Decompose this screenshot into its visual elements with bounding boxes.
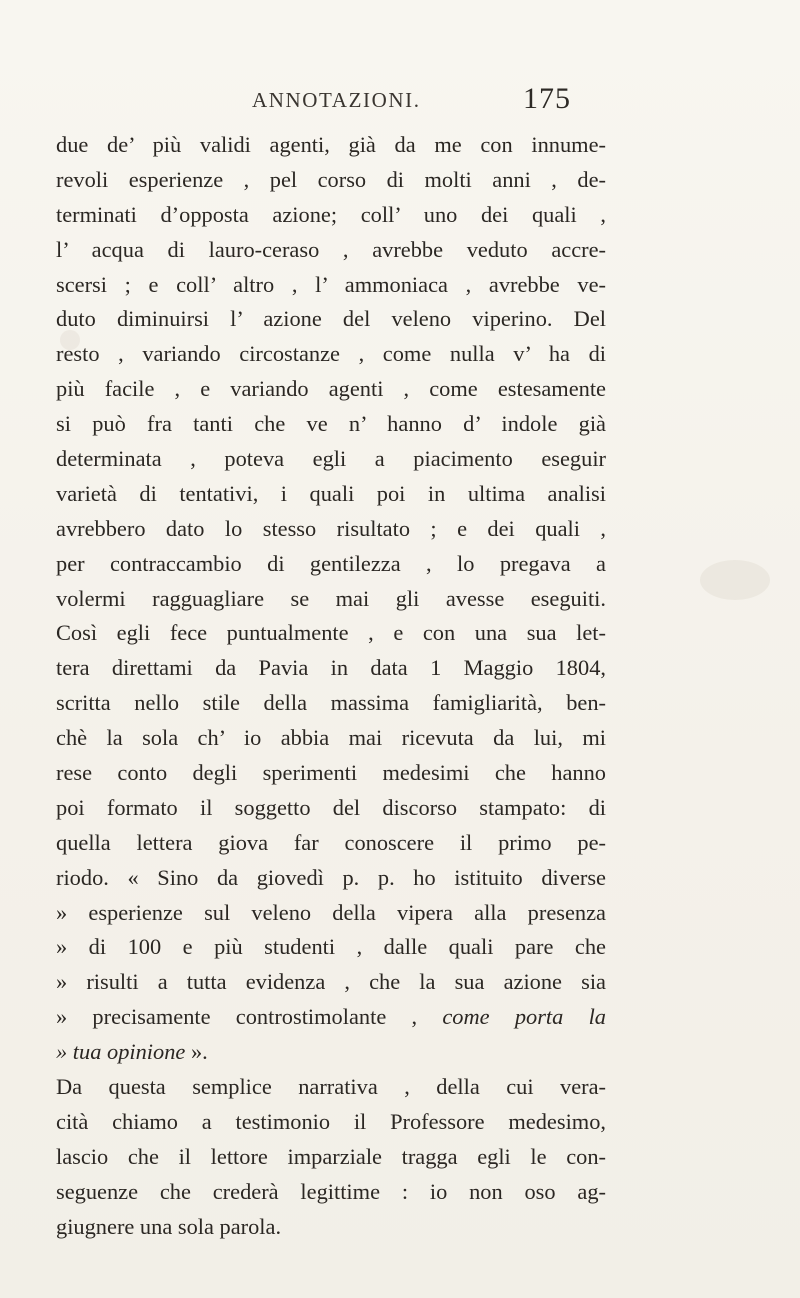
italic-text: come porta la bbox=[442, 1004, 606, 1030]
text-line: chè la sola ch’ io abbia mai ricevuta da lui, mi bbox=[56, 725, 606, 751]
text-line: resto , variando circostanze , come nulla v’ ha di bbox=[56, 341, 606, 367]
text-line: per contraccambio di gentilezza , lo pregava a bbox=[56, 550, 606, 576]
text-line: seguenze che crederà legittime : io non oso ag- bbox=[56, 1178, 606, 1204]
text-line: cità chiamo a testimonio il Professore medesimo, bbox=[56, 1108, 606, 1134]
page-header bbox=[0, 82, 800, 128]
text-line: Così egli fece puntualmente , e con una sua let- bbox=[56, 620, 606, 646]
text-line: avrebbero dato lo stesso risultato ; e dei quali , bbox=[56, 515, 606, 541]
italic-text: » tua opinione bbox=[56, 1039, 186, 1065]
quoted-text: » precisamente controstimolante , bbox=[56, 1004, 443, 1030]
quoted-line bbox=[56, 1035, 606, 1070]
text-line: tera direttami da Pavia in data 1 Maggio 1804, bbox=[56, 655, 606, 681]
body-text bbox=[56, 128, 606, 1245]
quoted-text: ». bbox=[185, 1039, 208, 1065]
text-line: volermi ragguagliare se mai gli avesse eseguiti. bbox=[56, 585, 606, 611]
text-line: più facile , e variando agenti , come estesamente bbox=[56, 376, 606, 402]
text-line: terminati d’opposta azione; coll’ uno dei quali , bbox=[56, 201, 606, 227]
text-line: determinata , poteva egli a piacimento eseguir bbox=[56, 446, 606, 472]
text-line: rese conto degli sperimenti medesimi che hanno bbox=[56, 760, 606, 786]
page-stain bbox=[700, 560, 770, 600]
page-number: 175 bbox=[523, 82, 571, 115]
text-line: riodo. « Sino da giovedì p. p. ho istituito diverse bbox=[56, 864, 606, 890]
running-title: ANNOTAZIONI. bbox=[252, 88, 421, 112]
quoted-line bbox=[56, 1000, 606, 1035]
quoted-line: » risulti a tutta evidenza , che la sua azione sia bbox=[56, 969, 606, 995]
text-line: lascio che il lettore imparziale tragga egli le con- bbox=[56, 1143, 606, 1169]
text-line: due de’ più validi agenti, già da me con innume- bbox=[56, 132, 606, 157]
paragraph-start-line: Da questa semplice narrativa , della cui vera- bbox=[56, 1074, 606, 1100]
text-line: revoli esperienze , pel corso di molti anni , de- bbox=[56, 166, 606, 192]
quoted-line: » esperienze sul veleno della vipera alla presenza bbox=[56, 899, 606, 925]
text-line: si può fra tanti che ve n’ hanno d’ indole già bbox=[56, 411, 606, 437]
final-line: giugnere una sola parola. bbox=[56, 1213, 282, 1239]
text-line: scersi ; e coll’ altro , l’ ammoniaca , avrebbe ve- bbox=[56, 271, 606, 297]
quoted-line: » di 100 e più studenti , dalle quali pare che bbox=[56, 934, 606, 960]
text-line: varietà di tentativi, i quali poi in ultima analisi bbox=[56, 480, 606, 506]
text-line: scritta nello stile della massima famigliarità, ben- bbox=[56, 690, 606, 716]
text-line: quella lettera giova far conoscere il primo pe- bbox=[56, 829, 606, 855]
text-line: poi formato il soggetto del discorso stampato: di bbox=[56, 794, 606, 820]
text-line: duto diminuirsi l’ azione del veleno viperino. Del bbox=[56, 306, 606, 332]
text-line: l’ acqua di lauro-ceraso , avrebbe veduto accre- bbox=[56, 236, 606, 262]
